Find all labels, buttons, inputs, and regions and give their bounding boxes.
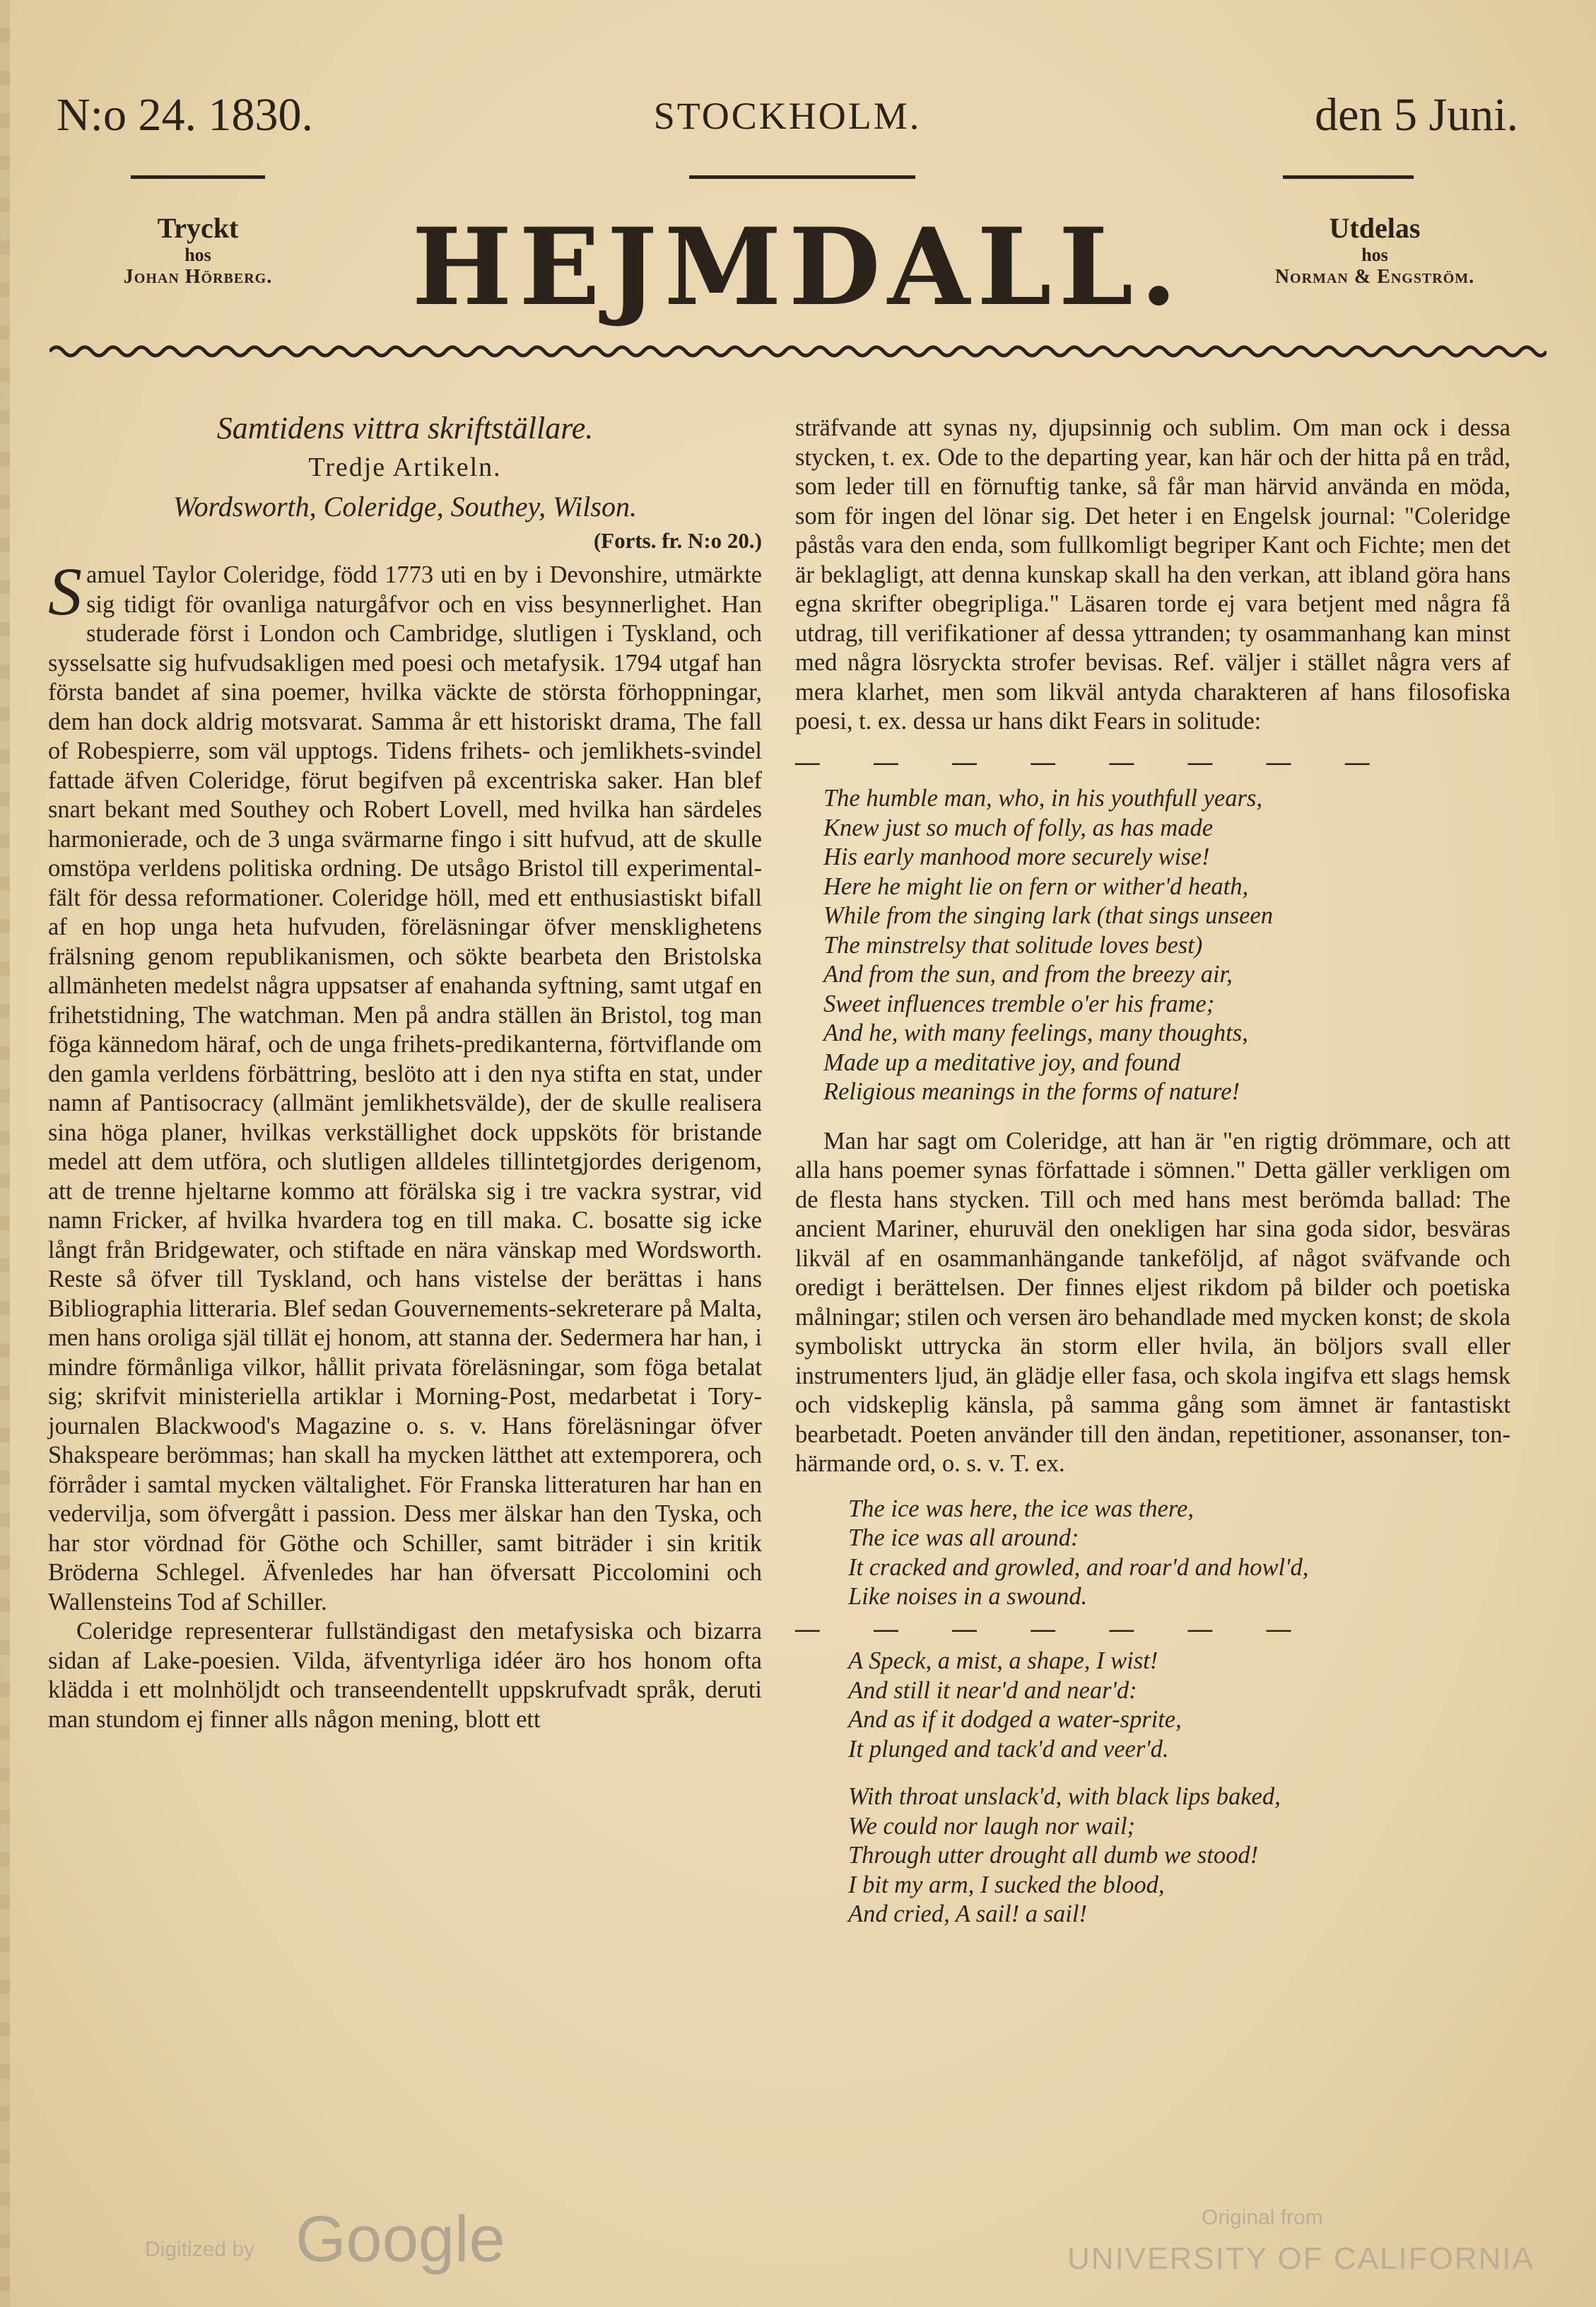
right-column <box>795 414 1510 1929</box>
issue-number: N:o 24. 1830. <box>57 89 313 141</box>
digitized-by-text: Digitized by <box>145 2238 255 2261</box>
poem-line: The minstrelsy that solitude loves best) <box>823 931 1203 959</box>
poem-line: With throat unslack'd, with black lips baked, <box>848 1783 1281 1810</box>
issue-date: den 5 Juni. <box>1315 89 1518 141</box>
poem-line: Sweet influences tremble o'er his frame; <box>823 990 1215 1017</box>
article-authors: Wordsworth, Coleridge, Southey, Wilson. <box>173 491 637 522</box>
printer-name: Johan Hörberg. <box>123 265 273 288</box>
original-from-text: Original from <box>1202 2206 1323 2229</box>
center-rule <box>689 175 915 179</box>
poem-line: Like noises in a swound. <box>848 1583 1088 1610</box>
distributor-label: Utdelas <box>1329 212 1421 244</box>
distributor-name: Norman & Engström. <box>1274 265 1475 288</box>
google-logo: Google <box>295 2203 505 2275</box>
poem-line: Here he might lie on fern or wither'd heath, <box>823 872 1249 900</box>
distributor-hos: hos <box>1361 245 1388 265</box>
poem-ancient-mariner-2 <box>848 1647 1510 1764</box>
paragraph-1-text: amuel Taylor Coleridge, född 1773 uti en by i Devonshire, utmärkte sig tidigt för ovanliga naturgåfvor och en viss besynnerlighet. Han studerade först i London och Cambridge, slutligen i Tyskland, och sysselsatte sig hufvudsakligen med poesi och metafysik. 1794 utgaf han första bandet af sina poemer, hvilka väckte de största förhoppningar, dem han dock aldrig motsvarat. Samma år ett historiskt drama, The fall of Robespierre, som väl upptogs. Tidens frihets- och jemlikhets-svindel fattade äfven Coleridge, förut begifven på excentriska saker. Han blef snart bekant med Southey och Robert Lovell, med hvilka han särdeles harmonierade, och de 3 unga svärmarne fingo i sitt hufvud, att de skulle omstöpa verldens politiska ordning. De utsågo Bristol till experimental-fält för dessa reformationer. Coleridge höll, med ett enthusiastiskt bifall af en hop unga heta hufvuden, föreläsningar öfver mensklighetens frälsning genom republikanismen, och sökte bearbeta den Bristolska allmänheten medelst några uppsatser af enahanda syftning, samt utgaf en frihetstidning, The watchman. Men på andra ställen än Bristol, tog man föga kännedom häraf, och de unga frihets-predikanterna, förtviflande om den gamla verldens förbättring, beslöto att i den nya stifta en stat, under namn af Pantisocracy (allmänt jemlikhetsvälde), der de skulle realisera sina höga planer, hvilkas verkställighet dock uppsköts för bristande medel att dem utföra, och slutligen alldeles tillintetgjordes derigenom, att de trenne hjeltarne kommo att förälska sig i tre vackra systrar, vid namn Fricker, af hvilka hvardera tog en till maka. C. bosatte sig icke långt från Bridgewater, och stiftade en nära vänskap med Wordsworth. Reste så öfver till Tyskland, och hans vistelse der berättas i hans Bibliographia litteraria. Blef sedan Gouvernements-sekreterare på Malta, men hans oroliga själ tillät ej honom, att stanna der. Sedermera har han, i mindre förmånliga vilkor, hållit privata föreläsningar, som föga betalat sig; skrifvit ministeriella artiklar i Morning-Post, medarbetat i Tory-journalen Blackwood's Magazine o. s. v. Hans föreläsningar öfver Shakspeare berömmas; han skall ha mycken lätthet att extemporera, och förråder i samtal mycken vältalighet. För Franska litteraturen har han en vedervilja, som öfvergått i passion. Dess mer älskar han den Tyska, och har stor vördnad för Göthe och Schiller, samt biträder i sin kritik Bröderna Schlegel. Äfvenledes har han öfversatt Piccolomini och Wallensteins Tod af Schiller. <box>48 561 762 1616</box>
poem-ancient-mariner-3 <box>848 1782 1510 1929</box>
poem-line: And cried, A sail! a sail! <box>848 1900 1087 1927</box>
paragraph-2: Coleridge representerar fullständigast den metafysiska och bizarra sidan af Lake-poesien. Vilda, äfventyrliga idéer äro hos honom ofta klädda i ett molnhöljdt och transeendentellt uppskrufvadt språk, deruti man stundom ej finner alls någon mening, blott ett <box>48 1618 762 1733</box>
poem-line: The humble man, who, in his youthfull years, <box>823 785 1262 812</box>
binding-edge <box>0 0 10 2307</box>
poem-line: It cracked and growled, and roar'd and howl'd, <box>848 1553 1309 1581</box>
paragraph-3: sträfvande att synas ny, djupsinnig och sublim. Om man ock i dessa stycken, t. ex. Ode to the departing year, kan här och der hitta på en tråd, som leder till en förnuftig tanke, så får man härvid använda en möda, som för ingen del lönar sig. Det heter i en Engelsk journal: "Coleridge påstås vara den enda, som fullkomligt begriper Kant och Fichte; men det är beklagligt, att denna kunskap skall ha den verkan, att ibland göra hans egna skrifter obegripliga." Läsaren torde ej vara betjent med några få utdrag, till verifikationer af dessa yttranden; ty osammanhang kan minst med några lösryckta strofer bevisas. Ref. väljer i stället några vers af mera klarhet, men som likväl antyda charakteren af hans filosofiska poesi, t. ex. dessa ur hans dikt Fears in solitude: <box>795 414 1510 735</box>
poem-line: I bit my arm, I sucked the blood, <box>848 1871 1165 1898</box>
poem-line: And as if it dodged a water-sprite, <box>848 1706 1182 1733</box>
poem-ancient-mariner-1 <box>848 1495 1510 1612</box>
poem-line: Knew just so much of folly, as has made <box>823 814 1214 841</box>
poem-line: And from the sun, and from the breezy air, <box>823 961 1233 988</box>
left-rule <box>131 175 265 179</box>
printer-hos: hos <box>184 245 211 265</box>
right-rule <box>1283 175 1414 179</box>
poem-line: Made up a meditative joy, and found <box>823 1049 1180 1076</box>
article-title: Samtidens vittra skriftställare. <box>216 411 594 445</box>
dash-separator-2: — — — — — — — <box>795 1615 1315 1642</box>
poem-line: His early manhood more securely wise! <box>823 843 1210 870</box>
paragraph-1 <box>48 554 762 1617</box>
continued-note: (Forts. fr. N:o 20.) <box>593 527 762 553</box>
city-name: STOCKHOLM. <box>653 95 922 137</box>
paragraph-4: Man har sagt om Coleridge, att han är "en rigtig drömmare, och att alla hans poemer synas författade i sömnen." Detta gäller verkligen om de flesta hans stycken. Till och med hans mest berömda ballad: The ancient Mariner, ehuruväl den onekligen har sina goda sidor, besväras likväl af en osammanhängande tankeföljd, af något sväfvande och oredigt i berättelsen. Der finnes eljest rikdom på bilder och poetiska målningar; stilen och versen äro behandlade med mycken konst; de skola symboliskt uttrycka än storm eller hvila, än böljors svall eller instrumenters ljud, än glädje eller fasa, och skola ingifva ett slags hemsk och vidskeplig känsla, på samma gång som ämnet är fantastiskt bearbetadt. Poeten använder till den ändan, repetitioner, assonanser, ton-härmande ord, o. s. v. T. ex. <box>795 1127 1510 1477</box>
poem-line: Religious meanings in the forms of nature! <box>823 1078 1240 1105</box>
poem-line: While from the singing lark (that sings unseen <box>823 902 1273 929</box>
poem-fears-in-solitude <box>823 784 1510 1107</box>
poem-line: It plunged and tack'd and veer'd. <box>848 1735 1169 1763</box>
printer-label: Tryckt <box>157 212 239 244</box>
poem-line: And he, with many feelings, many thoughts, <box>823 1020 1248 1046</box>
poem-line: The ice was here, the ice was there, <box>848 1495 1194 1522</box>
masthead-top <box>57 88 1518 152</box>
university-text: UNIVERSITY OF CALIFORNIA <box>1067 2241 1535 2276</box>
article-subtitle: Tredje Artikeln. <box>308 452 502 482</box>
left-column <box>48 411 762 1734</box>
drop-cap: S <box>48 554 82 629</box>
distributor-info <box>1226 212 1523 288</box>
dash-separator-1: — — — — — — — — <box>795 748 1394 776</box>
poem-line: We could nor laugh nor wail; <box>848 1812 1136 1840</box>
wavy-divider <box>49 343 1547 360</box>
poem-line: And still it near'd and near'd: <box>848 1676 1137 1704</box>
poem-line: A Speck, a mist, a shape, I wist! <box>848 1647 1158 1674</box>
poem-line: Through utter drought all dumb we stood! <box>848 1842 1259 1869</box>
poem-line: The ice was all around: <box>848 1524 1079 1551</box>
newspaper-title: HEJMDALL. <box>411 205 1185 329</box>
